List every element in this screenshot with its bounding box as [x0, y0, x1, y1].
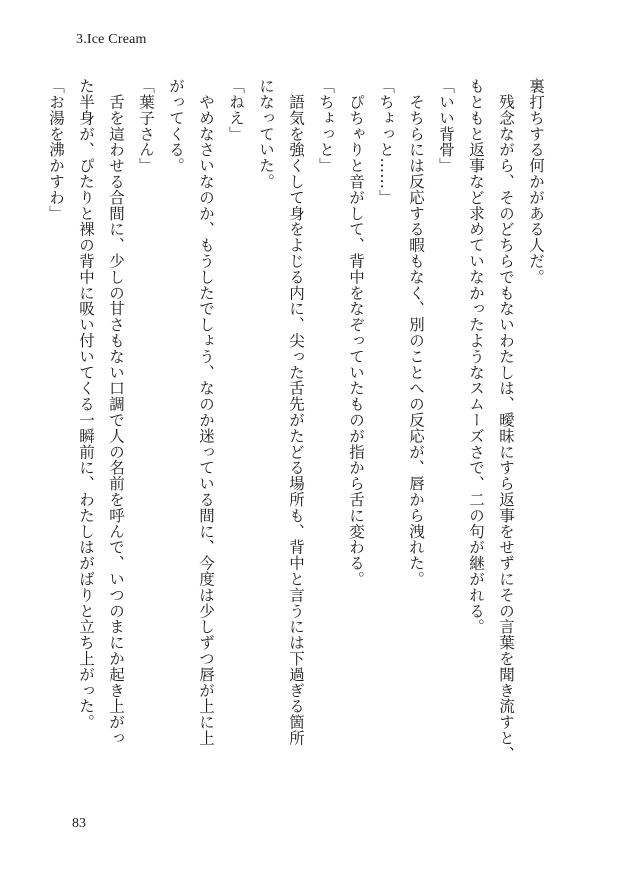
- text-line: 舌を這わせる合間に、少しの甘さもない口調で人の名前を呼んで、いつのまにか起き上がっ: [107, 78, 125, 746]
- text-line: 「ちょっと」: [317, 78, 335, 174]
- text-line: がってくる。: [167, 78, 185, 174]
- text-line: ぴちゃりと音がして、背中をなぞっていたものが指から舌に変わる。: [347, 78, 365, 587]
- text-line: 「いい背骨」: [437, 78, 455, 174]
- vertical-body-text: [47, 78, 551, 790]
- text-line: 「葉子さん」: [137, 78, 155, 174]
- text-line: た半身が、ぴたりと裸の背中に吸い付いてくる一瞬前に、わたしはがばりと立ち上がった。: [77, 78, 95, 730]
- text-line: そちらには反応する暇もなく、別のことへの反応が、唇から洩れた。: [407, 78, 425, 587]
- text-line: もともと返事など求めていなかったようなスムーズさで、二の句が継がれる。: [467, 78, 485, 635]
- page-number: 83: [72, 816, 86, 831]
- text-line: やめなさいなのか、もうしたでしょう、なのか迷っている間に、今度は少しずつ唇が上に上: [197, 78, 215, 746]
- text-line: 「ちょっと……」: [377, 78, 395, 206]
- chapter-running-head: 3.Ice Cream: [76, 32, 147, 47]
- text-line: 「ねえ」: [227, 78, 245, 142]
- text-line: 残念ながら、そのどちらでもないわたしは、曖昧にすら返事をせずにその言葉を聞き流すと、: [497, 78, 515, 762]
- text-line: 語気を強くして身をよじる内に、尖った舌先がたどる場所も、背中と言うには下過ぎる箇所: [287, 78, 305, 746]
- text-line: 「お湯を沸かすわ」: [47, 78, 65, 222]
- text-line: 裏打ちする何かがある人だ。: [527, 78, 545, 285]
- text-line: になっていた。: [257, 78, 275, 190]
